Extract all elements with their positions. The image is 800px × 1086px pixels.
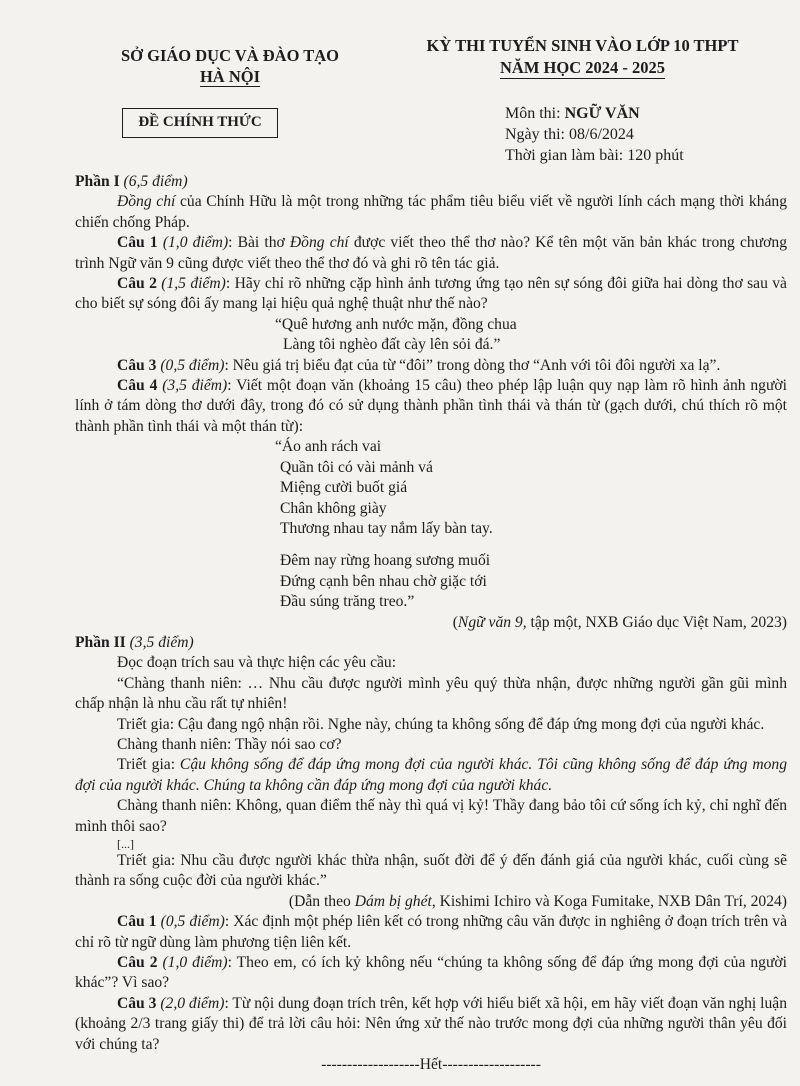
exam-year: NĂM HỌC 2024 - 2025 <box>500 58 665 77</box>
exam-body <box>75 172 787 1075</box>
exam-duration: Thời gian làm bài: 120 phút <box>505 147 684 164</box>
poem-line: Chân không giày <box>280 499 387 517</box>
dialogue-line: Chàng thanh niên: Không, quan điểm thế này thì quá vị kỷ! Thầy đang bảo tôi cứ sống ích kỷ, chỉ nghĩ đến mình thôi sao? <box>75 797 787 835</box>
subject-line <box>505 103 785 124</box>
part1-intro: Đồng chí của Chính Hữu là một trong những tác phẩm tiêu biểu viết về người lính cách mạng thời kháng chiến chống Pháp. <box>75 193 788 231</box>
part1-question-1: Câu 1 (1,0 điểm): Bài thơ Đồng chí được viết theo thể thơ nào? Kể tên một văn bản khác trong chương trình Ngữ văn 9 cũng được viết theo thể thơ đó và ghi rõ tên tác giả. <box>75 234 787 272</box>
verse-line: “Quê hương anh nước mặn, đồng chua <box>275 315 517 333</box>
part2-question-1: Câu 1 (0,5 điểm): Xác định một phép liên kết có trong những câu văn được in nghiêng ở đoạn trích trên và chỉ rõ từ ngữ dùng làm phương tiện liên kết. <box>75 913 788 951</box>
poem-line: “Áo anh rách vai <box>275 438 382 456</box>
dialogue-line: Triết gia: Cậu đang ngộ nhận rồi. Nghe này, chúng ta không sống để đáp ứng mong đợi của người khác. <box>117 715 765 733</box>
part2-instruction: Đọc đoạn trích sau và thực hiện các yêu cầu: <box>117 654 397 672</box>
dialogue-line: Triết gia: Cậu không sống để đáp ứng mong đợi của người khác. Tôi cũng không sống để đáp ứng mong đợi của người khác. Chúng ta không cần đáp ứng mong đợi của người khác. <box>75 756 787 794</box>
poem-stanza-2 <box>75 551 787 612</box>
part1-question-2: Câu 2 (1,5 điểm): Hãy chỉ rõ những cặp hình ảnh tương ứng tạo nên sự sóng đôi giữa hai dòng thơ sau và cho biết sự sóng đôi ấy mang lại hiệu quả nghệ thuật như thế nào? <box>75 275 787 313</box>
official-exam-box: ĐỀ CHÍNH THỨC <box>122 108 278 138</box>
poem-line: Thương nhau tay nắm lấy bàn tay. <box>280 519 493 537</box>
department-city: HÀ NỘI <box>199 67 261 86</box>
poem-line: Đứng cạnh bên nhau chờ giặc tới <box>280 572 487 590</box>
part2-heading: Phần II (3,5 điểm) <box>75 633 194 651</box>
part2-question-3: Câu 3 (2,0 điểm): Từ nội dung đoạn trích trên, kết hợp với hiểu biết xã hội, em hãy viết đoạn văn nghị luận (khoảng 2/3 trang giấy thi) để trả lời câu hỏi: Nên ứng xử thế nào trước mong đợi của những người thân yêu đối với chúng ta? <box>75 994 787 1053</box>
exam-name: KỲ THI TUYỂN SINH VÀO LỚP 10 THPT <box>426 36 739 55</box>
end-mark: -------------------Hết------------------- <box>321 1056 541 1074</box>
poem-stanza-1 <box>75 437 787 539</box>
exam-header <box>400 35 765 79</box>
exam-meta <box>505 103 785 166</box>
poem-line: Miệng cười buốt giá <box>280 479 408 497</box>
dialogue-line: “Chàng thanh niên: … Nhu cầu được người mình yêu quý thừa nhận, được những người gần gũi mình chấp nhận là nhu cầu rất tự nhiên! <box>75 674 787 713</box>
part1-question-4: Câu 4 (3,5 điểm): Viết một đoạn văn (khoảng 15 câu) theo phép lập luận quy nạp làm rõ hình ảnh người lính ở tám dòng thơ dưới đây, trong đó có sử dụng thành phần tình thái và thán từ (gạch dưới, chú thích rõ một thành phần tình thái và một thán từ): <box>75 377 787 435</box>
department-header <box>100 45 360 87</box>
part1-heading: Phần I (6,5 điểm) <box>75 173 188 190</box>
poem-line: Đầu súng trăng treo.” <box>280 593 415 611</box>
dialogue-line: Chàng thanh niên: Thầy nói sao cơ? <box>117 735 342 753</box>
poem-line: Quần tôi có vài mảnh vá <box>280 458 433 476</box>
subject-label: Môn thi: <box>505 105 561 122</box>
part2-question-2: Câu 2 (1,0 điểm): Theo em, có ích kỷ không nếu “chúng ta không sống để đáp ứng mong đợi của người khác”? Vì sao? <box>75 954 787 992</box>
part2-source: (Dẫn theo Dám bị ghét, Kishimi Ichiro và Koga Fumitake, NXB Dân Trí, 2024) <box>288 892 787 910</box>
department-name: SỞ GIÁO DỤC VÀ ĐÀO TẠO <box>120 46 340 65</box>
exam-date: Ngày thi: 08/6/2024 <box>505 126 634 143</box>
subject-value: NGỮ VĂN <box>564 105 640 122</box>
part1-question-3: Câu 3 (0,5 điểm): Nêu giá trị biểu đạt của từ “đôi” trong dòng thơ “Anh với tôi đôi người xa lạ”. <box>117 356 721 374</box>
ellipsis-mark: [...] <box>117 837 134 851</box>
part1-source: (Ngữ văn 9, tập một, NXB Giáo dục Việt Nam, 2023) <box>452 613 787 631</box>
verse-line: Làng tôi nghèo đất cày lên sỏi đá.” <box>283 336 501 354</box>
poem-line: Đêm nay rừng hoang sương muối <box>280 552 491 570</box>
dialogue-line: Triết gia: Nhu cầu được người khác thừa nhận, suốt đời để ý đến đánh giá của người khác, cuối cùng sẽ thành ra sống cuộc đời của người khác.” <box>75 852 787 890</box>
